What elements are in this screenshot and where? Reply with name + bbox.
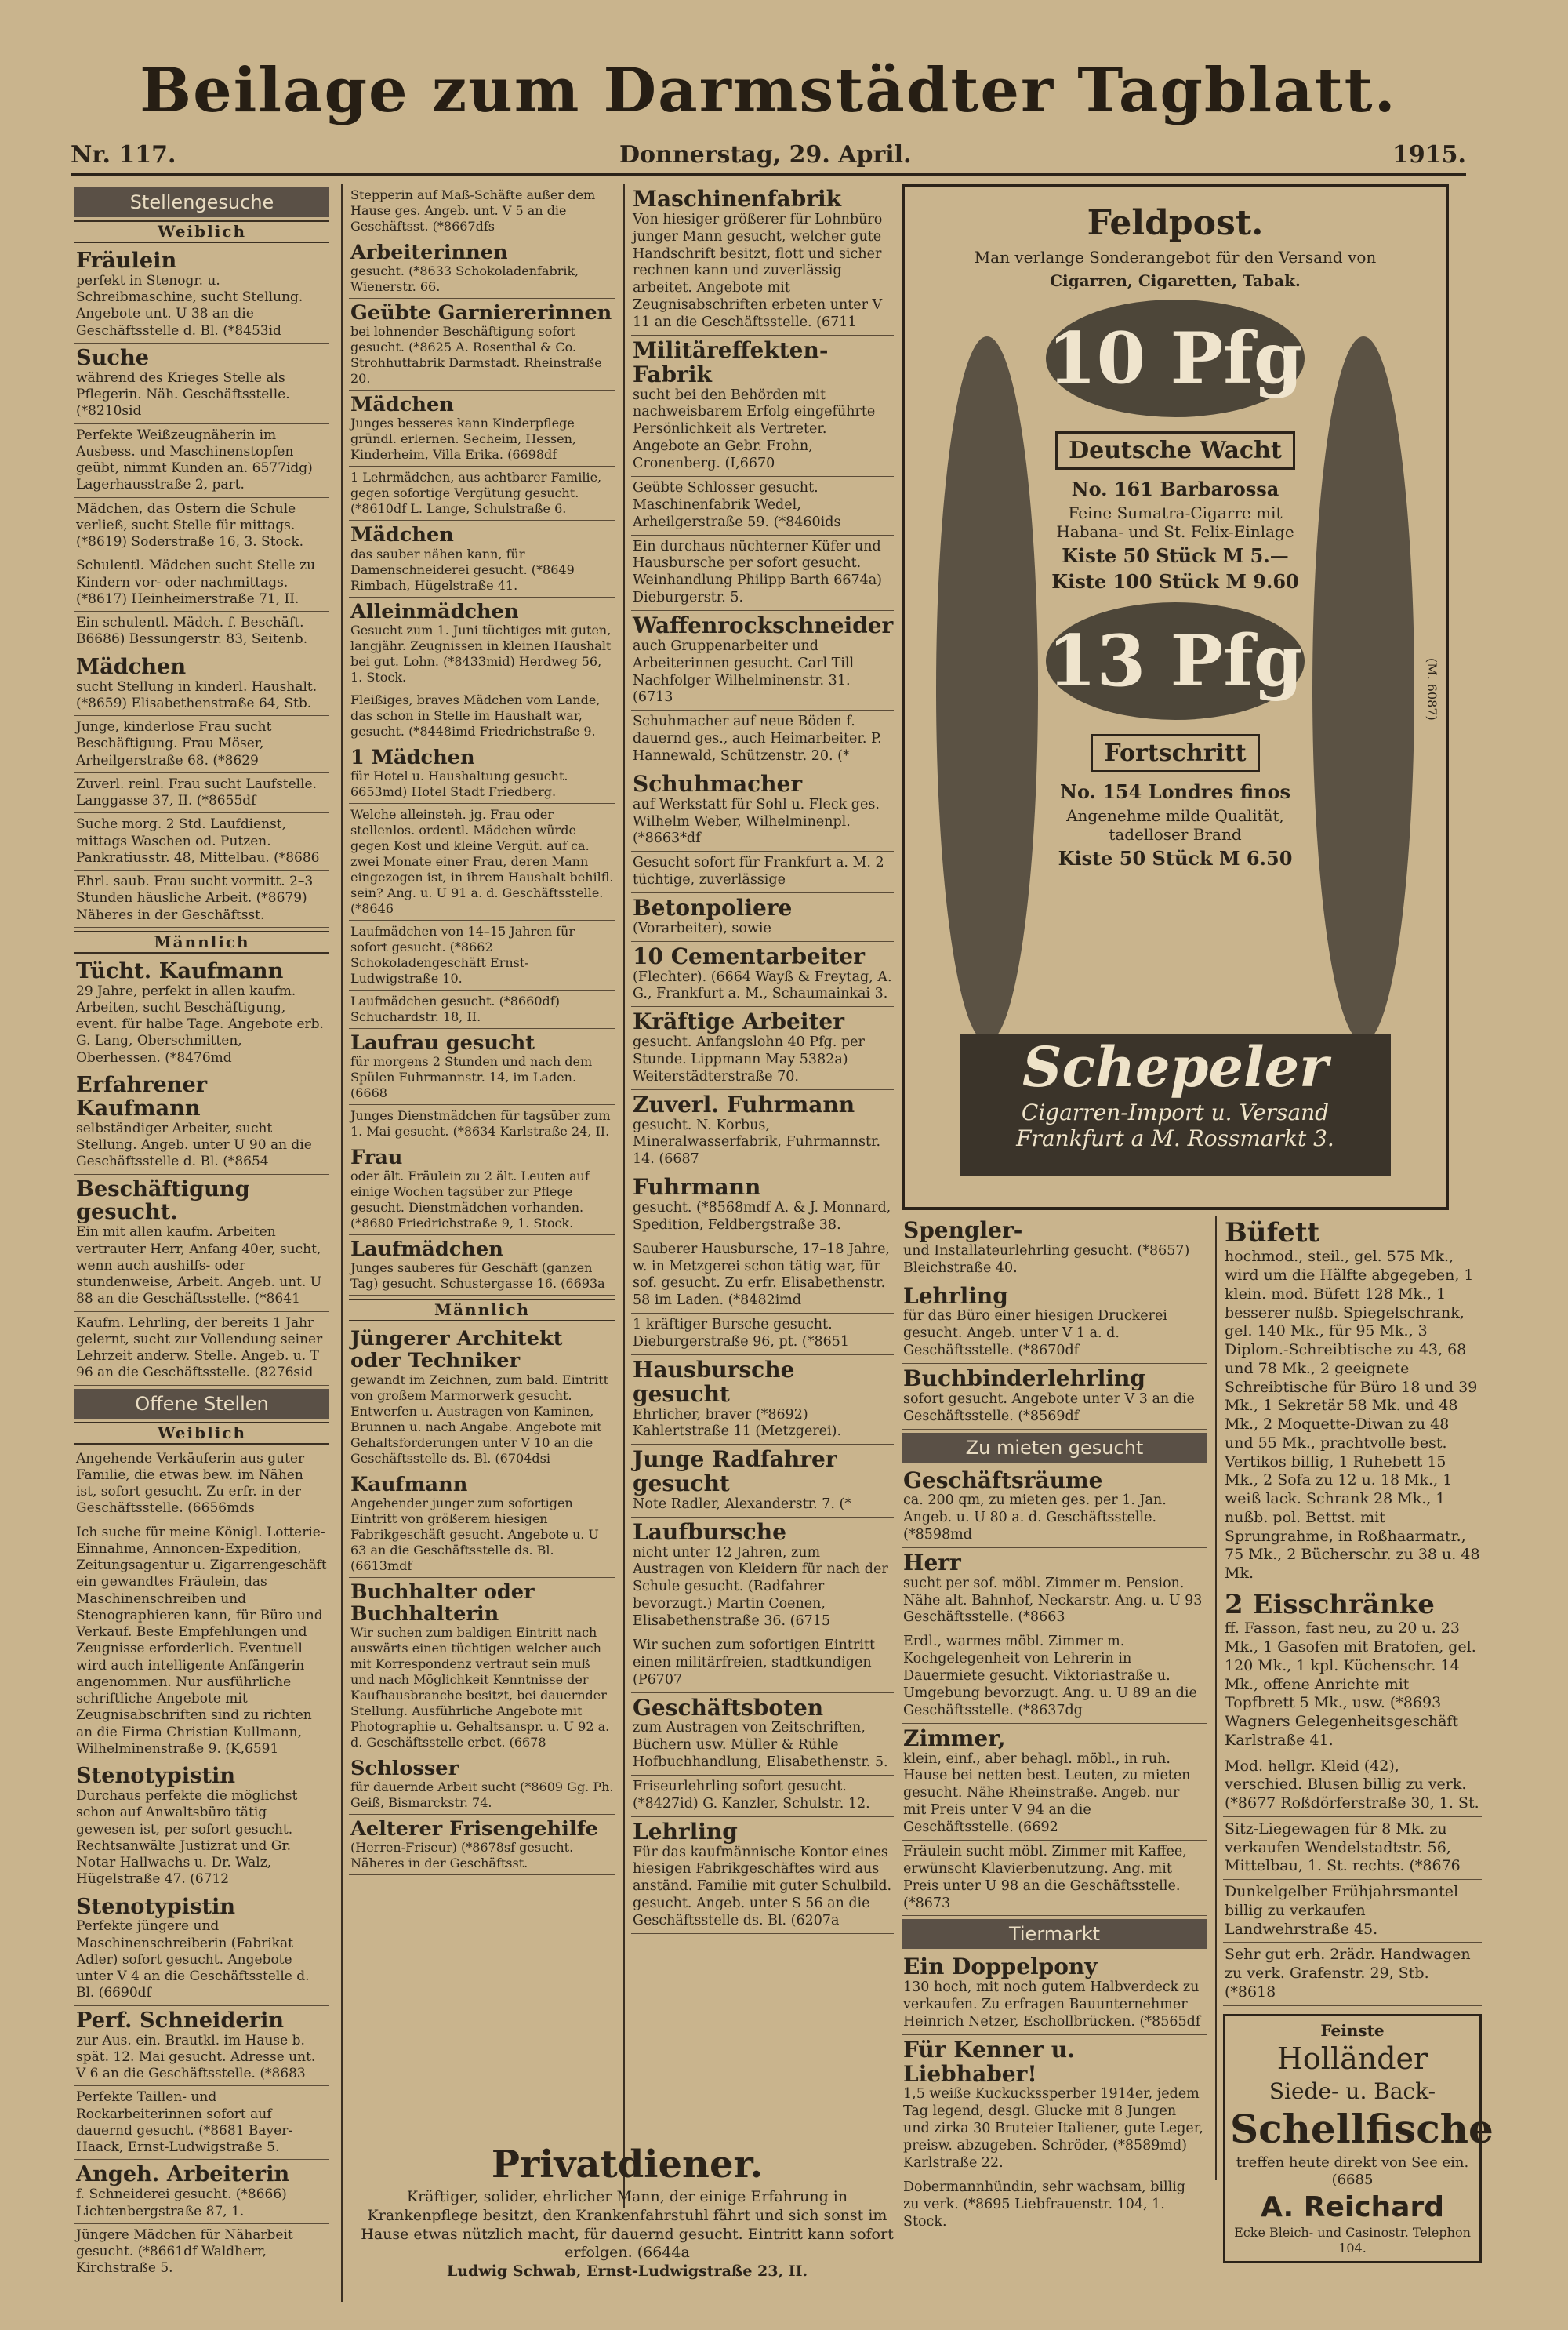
classified-ad — [74, 612, 329, 652]
classified-ad — [349, 921, 615, 991]
classified-ad — [631, 1172, 894, 1238]
ad-text: zur Aus. ein. Brautkl. im Hause b. spät. 12. Mai gesucht. Adresse unt. V 6 an die Geschäftsstelle. (*8683 — [76, 2032, 316, 2082]
issue-date: Donnerstag, 29. April. — [619, 141, 912, 169]
cigar-name: No. 154 Londres finos — [1060, 780, 1290, 803]
section-header: Zu mieten gesucht — [902, 1433, 1207, 1463]
ad-text: Dobermannhündin, sehr wachsam, billig zu verk. (*8695 Liebfrauenstr. 104, 1. Stock. — [903, 2179, 1186, 2230]
ad-heading: Schlosser — [350, 1756, 459, 1780]
classified-ad — [631, 536, 894, 612]
classified-ad — [902, 2176, 1207, 2235]
ad-heading: Spengler- — [903, 1217, 1023, 1243]
classified-ad — [74, 871, 329, 928]
classified-ad — [349, 1815, 615, 1875]
ad-heading: Schuhmacher — [633, 770, 803, 797]
classified-ad — [74, 424, 329, 498]
classified-ad — [74, 2224, 329, 2281]
dateline — [71, 141, 1466, 176]
ad-text: und Installateurlehrling gesucht. (*8657) Bleichstraße 40. — [903, 1242, 1190, 1276]
classified-ad — [1223, 1587, 1482, 1754]
classified-ad — [631, 1355, 894, 1445]
ad-text: sucht Stellung in kinderl. Haushalt. (*8659) Elisabethenstraße 64, Stb. — [76, 678, 318, 711]
ad-text: sofort gesucht. Angebote unter V 3 an die Geschäftsstelle. (*8569df — [903, 1390, 1195, 1424]
ad-heading: Angeh. Arbeiterin — [76, 2161, 290, 2187]
ad-text: Von hiesiger größerer für Lohnbüro junger Mann gesucht, welcher gute Handschrift besitzt, flott und sicher rechnen kann und zuverlässig arbeitet. Angebote mit Zeugnisabschriften erbeten unter V 11 an die Geschäftsstelle. (6711 — [633, 211, 883, 331]
ad-text: ca. 200 qm, zu mieten ges. per 1. Jan. Angeb. u. U 80 a. d. Geschäftsstelle. (*8598md — [903, 1492, 1167, 1543]
ad-heading: Hausbursche gesucht — [633, 1356, 795, 1407]
subsection-header: Weiblich — [74, 220, 329, 243]
ad-heading: Geschäftsboten — [633, 1694, 824, 1721]
price-line: Kiste 50 Stück M 6.50 — [1058, 847, 1293, 870]
classified-ad — [349, 1325, 615, 1470]
ad-text: 1 Lehrmädchen, aus achtbarer Familie, gegen sofortige Vergütung gesucht. (*8610df L. Lange, Schulstraße 6. — [350, 470, 602, 517]
ad-text: Kaufm. Lehrling, der bereits 1 Jahr gelernt, sucht zur Vollendung seiner Lehrzeit anderw. Stelle. Angeb. u. T 96 an die Geschäftsstelle. (8276sid — [76, 1314, 323, 1381]
classified-ad — [902, 1466, 1207, 1548]
ad-text: Schuhmacher auf neue Böden f. dauernd ges., auch Heimarbeiter. P. Hannewald, Schützenstr. 20. (* — [633, 714, 882, 765]
ad-heading: Betonpoliere — [633, 895, 793, 921]
ad-heading: Arbeiterinnen — [350, 241, 508, 264]
ad-heading: Privatdiener. — [491, 2143, 764, 2186]
feldpost-sub: Man verlange Sonderangebot für den Versand von — [974, 248, 1377, 267]
classified-ad — [349, 1105, 615, 1143]
ad-heading: Alleinmädchen — [350, 599, 519, 623]
classified-ad — [631, 1090, 894, 1172]
ad-text: Stepperin auf Maß-Schäfte außer dem Hause ges. Angeb. unt. V 5 an die Geschäftsst. (*8667dfs — [350, 187, 596, 234]
ad-heading: Büfett — [1225, 1217, 1320, 1249]
classified-ad — [349, 1029, 615, 1105]
classified-ad — [902, 2035, 1207, 2176]
classified-ad — [349, 521, 615, 597]
ad-heading: Aelterer Frisengehilfe — [350, 1817, 598, 1841]
classified-ad — [631, 1634, 894, 1693]
classified-ad — [74, 1448, 329, 1521]
ad-line: Ecke Bleich- und Casinostr. Telephon 104. — [1234, 2224, 1471, 2255]
classified-ad — [1223, 1216, 1482, 1587]
classified-ad — [902, 1952, 1207, 2034]
classified-ad — [74, 344, 329, 424]
ad-heading: Waffenrockschneider — [633, 612, 894, 639]
newspaper-page — [39, 31, 1537, 2306]
ad-heading: Lehrling — [903, 1282, 1008, 1309]
classified-ad — [74, 716, 329, 773]
ad-text: Friseurlehrling sofort gesucht. (*8427id) G. Kanzler, Schulstr. 12. — [633, 1779, 870, 1812]
classified-ad — [631, 1445, 894, 1517]
ad-text: Gesucht zum 1. Juni tüchtiges mit guten, langjähr. Zeugnissen in kleinen Haushalt bei gut. Lohn. (*8433mid) Herdweg 56, 1. Stock. — [350, 622, 612, 685]
column-stellengesuche — [74, 184, 329, 2281]
ad-text: Fräulein sucht möbl. Zimmer mit Kaffee, erwünscht Klavierbenutzung. Ang. mit Preis unter U 98 an die Geschäftsstelle. (*8673 — [903, 1843, 1187, 1911]
classified-ad — [74, 2086, 329, 2160]
price-line: Kiste 100 Stück M 9.60 — [1051, 570, 1299, 593]
classified-ad — [631, 1693, 894, 1776]
ad-text: gesucht. Anfangslohn 40 Pfg. per Stunde. Lippmann May 5382a) Weiterstädterstraße 70. — [633, 1034, 865, 1085]
ad-text: für das Büro einer hiesigen Druckerei gesucht. Angeb. unter V 1 a. d. Geschäftsstelle. (*8670df — [903, 1308, 1167, 1359]
ad-text: Dunkelgelber Frühjahrsmantel billig zu verkaufen Landwehrstraße 45. — [1225, 1883, 1459, 1938]
ad-text: Sehr gut erh. 2rädr. Handwagen zu verk. Grafenstr. 29, Stb. (*8618 — [1225, 1946, 1471, 2001]
classified-ad — [631, 336, 894, 477]
classified-ad — [349, 1754, 615, 1815]
ad-text: Fleißiges, braves Mädchen vom Lande, das schon in Stelle im Haushalt war, gesucht. (*8448imd Friedrichstraße 9. — [350, 692, 601, 739]
ad-text: oder ält. Fräulein zu 2 ält. Leuten auf einige Wochen tagsüber zur Pflege gesucht. Dienstmädchen vorhanden. (*8680 Friedrichstraße 9, 1. Stock. — [350, 1169, 590, 1231]
ad-text: selbständiger Arbeiter, sucht Stellung. Angeb. unter U 90 an die Geschäftsstelle d. Bl. (*8654 — [76, 1120, 312, 1170]
ad-text: Suche morg. 2 Std. Laufdienst, mittags Waschen od. Putzen. Pankratiusstr. 48, Mittelbau. (*8686 — [76, 816, 320, 866]
cigar-desc: Feine Sumatra-Cigarre mit Habana- und St. Felix-Einlage — [1056, 503, 1294, 541]
ad-text: sucht bei den Behörden mit nachweisbarem Erfolg eingeführte Persönlichkeit als Vertreter. Angebote an Gebr. Frohn, Cronenberg. (I,6670 — [633, 387, 876, 472]
classified-ad — [902, 1216, 1207, 1281]
schepeler-addr: Frankfurt a M. Rossmarkt 3. — [1016, 1125, 1334, 1151]
ad-text: Angehender junger zum sofortigen Eintritt von größerem hiesigen Fabrikgeschäft gesucht. Angebote u. U 63 an die Geschäftsstelle ds. Bl. (6613mdf — [350, 1495, 599, 1573]
ad-heading: Jüngerer Architekt oder Techniker — [350, 1327, 563, 1373]
ad-text: perfekt in Stenogr. u. Schreibmaschine, sucht Stellung. Angebote unt. U 38 an die Geschäftsstelle d. Bl. (*8453id — [76, 272, 303, 339]
subsection-header: Weiblich — [74, 1422, 329, 1445]
schepeler-banner — [960, 1034, 1391, 1176]
column-rule — [623, 184, 625, 2208]
classified-ad — [1223, 1817, 1482, 1880]
ad-heading: Für Kenner u. Liebhaber! — [903, 2036, 1075, 2087]
classified-ad — [74, 813, 329, 871]
ad-text: Welche alleinsteh. jg. Frau oder stellenlos. ordentl. Mädchen würde gegen Kost und kleine Vergüt. auf ca. zwei Monate einer Frau, deren Mann eingezogen ist, in ihrem Haushalt behilfl. sein? Ang. u. U 91 a. d. Geschäftsstelle. (*8646 — [350, 806, 614, 916]
ad-text: Mädchen, das Ostern die Schule verließ, sucht Stelle für mittags. (*8619) Soderstraße 16, 3. Stock. — [76, 500, 304, 551]
ad-text: das sauber nähen kann, für Damenschneiderei gesucht. (*8649 Rimbach, Hügelstraße 41. — [350, 546, 575, 593]
ad-heading: Herr — [903, 1549, 961, 1576]
classified-ad — [74, 246, 329, 344]
ad-text: Perfekte Weißzeugnäherin im Ausbess. und Maschinenstopfen geübt, nimmt Kunden an. 6577idg) Lagerhausstraße 2, part. — [76, 427, 313, 493]
subsection-header: Männlich — [74, 931, 329, 954]
ad-heading: Mädchen — [350, 393, 454, 417]
ad-heading: Lehrling — [633, 1818, 738, 1845]
ad-text: gewandt im Zeichnen, zum bald. Eintritt von großem Marmorwerk gesucht. Entwerfen u. Austragen von Kaminen, Brunnen u. nach Angabe. Angebote mit Gehaltsforderungen unter V 10 an die Geschäftsstelle ds. Bl. (6704dsi — [350, 1372, 609, 1466]
ad-heading: Militäreffekten-Fabrik — [633, 336, 829, 387]
classified-ad — [349, 991, 615, 1029]
subsection-header: Männlich — [349, 1299, 615, 1321]
classified-ad — [349, 238, 615, 299]
ad-text: nicht unter 12 Jahren, zum Austragen von Kleidern für nach der Schule gesucht. (Radfahrer bevorzugt.) Martin Coenen, Elisabethenstraße 36. (6715 — [633, 1544, 888, 1630]
ad-heading: Geübte Garniererinnen — [350, 301, 612, 325]
section-header: Offene Stellen — [74, 1389, 329, 1419]
classified-ad — [74, 1175, 329, 1312]
schepeler-addr: Cigarren-Import u. Versand — [1021, 1100, 1330, 1125]
ad-text: 29 Jahre, perfekt in allen kaufm. Arbeiten, sucht Beschäftigung, event. für halbe Tage. Angebote erb. G. Lang, Oberschmitten, Oberhessen. (*8476md — [76, 983, 324, 1066]
ad-heading: Laufmädchen — [350, 1238, 503, 1262]
feldpost-sub2: Cigarren, Cigaretten, Tabak. — [1050, 271, 1301, 290]
ad-text: Note Radler, Alexanderstr. 7. (* — [633, 1496, 852, 1512]
column-2 — [349, 184, 615, 1875]
ad-text: 130 hoch, mit noch gutem Halbverdeck zu verkaufen. Zu erfragen Bauunternehmer Heinrich Netzer, Eschollbrücken. (*8565df — [903, 1979, 1201, 2030]
ad-heading: Kräftige Arbeiter — [633, 1009, 844, 1035]
masthead-title: Beilage zum Darmstädter Tagblatt. — [140, 55, 1397, 126]
privatdiener-ad — [353, 2141, 902, 2281]
ad-heading: 10 Cementarbeiter — [633, 943, 865, 969]
classified-ad — [1223, 1943, 1482, 2005]
ad-text: Zuverl. reinl. Frau sucht Laufstelle. Langgasse 37, II. (*8655df — [76, 776, 318, 809]
ad-text: Sitz-Liegewagen für 8 Mk. zu verkaufen Wendelstadtstr. 56, Mittelbau, 1. St. rechts. (*8676 — [1225, 1819, 1461, 1875]
classified-ad — [349, 804, 615, 921]
classified-ad — [74, 1521, 329, 1762]
classified-ad — [902, 1281, 1207, 1364]
feldpost-title: Feldpost. — [1087, 203, 1264, 243]
ad-heading: Fuhrmann — [633, 1174, 761, 1201]
ad-text: Ich suche für meine Königl. Lotterie-Einnahme, Annoncen-Expedition, Zeitungsagentur u. Zigarrengeschäft ein gewandtes Fräulein, das Maschinenschreiben und Stenographieren kann, für Büro und Verkauf. Beste Empfehlungen und Zeugnisse erforderlich. Eventuell wird auch intelligente Anfängerin angenommen. Nur ausführliche schriftliche Angebote mit Zeugnisabschriften sind zu richten an die Firma Christian Kullmann, Wilhelminenstraße 9. (K,6591 — [76, 1524, 327, 1757]
ad-text: Junges sauberes für Geschäft (ganzen Tag) gesucht. Schustergasse 16. (6693a — [350, 1260, 605, 1292]
ad-text: Laufmädchen von 14–15 Jahren für sofort gesucht. (*8662 Schokoladengeschäft Ernst-Ludwigstraße 10. — [350, 923, 575, 986]
classified-ad — [1223, 1880, 1482, 1943]
ad-text: Sauberer Hausbursche, 17–18 Jahre, w. in Metzgerei schon tätig war, für sof. gesucht. Zu erfr. Elisabethenstr. 58 im Laden. (*8482imd — [633, 1241, 891, 1309]
column-rule — [1215, 1216, 1217, 2180]
ad-text: Junge, kinderlose Frau sucht Beschäftigung. Frau Möser, Arheilgerstraße 68. (*8629 — [76, 719, 272, 769]
ad-text: Perfekte Taillen- und Rockarbeiterinnen sofort auf dauernd gesucht. (*8681 Bayer-Haack, Ernst-Ludwigstraße 5. — [76, 2089, 293, 2156]
ad-text: Erdl., warmes möbl. Zimmer m. Kochgelegenheit von Lehrerin in Dauermiete gesucht. Viktoriastraße u. Umgebung bevorzugt. Ang. u. U 89 an die Geschäftsstelle. (*8637dg — [903, 1634, 1197, 1718]
ad-text: Junges besseres kann Kinderpflege gründl. erlernen. Secheim, Hessen, Kinderheim, Villa Erika. (6698df — [350, 416, 576, 463]
ad-text: 1 kräftiger Bursche gesucht. Dieburgerstraße 96, pt. (*8651 — [633, 1317, 850, 1350]
ad-text: klein, einf., aber behagl. möbl., in ruh. Hause bei netten best. Leuten, zu mieten gesucht. Nähe Rheinstraße. Angeb. nur mit Preis unter V 94 an die Geschäftsstelle. (6692 — [903, 1750, 1191, 1836]
cigar-right-image — [1312, 336, 1414, 1042]
ad-heading: Perf. Schneiderin — [76, 2007, 285, 2033]
classified-ad — [74, 957, 329, 1070]
cigar-desc: Angenehme milde Qualität, tadelloser Brand — [1066, 806, 1284, 844]
ad-text: Ein mit allen kaufm. Arbeiten vertrauter Herr, Anfang 40er, sucht, wenn auch aushilfs- oder stundenweise, Arbeit. Angeb. unt. U 88 an die Geschäftsstelle. (*8641 — [76, 1224, 322, 1307]
ad-heading: Stenotypistin — [76, 1763, 236, 1789]
classified-ad — [902, 1364, 1207, 1430]
ad-line: Holländer — [1276, 2041, 1428, 2076]
ad-text: zum Austragen von Zeitschriften, Büchern usw. Müller & Rühle Hofbuchhandlung, Elisabethenstr. 5. — [633, 1720, 888, 1771]
ad-text: Perfekte jüngere und Maschinenschreiberin (Fabrikat Adler) sofort gesucht. Angebote unter V 4 an die Geschäftsstelle d. Bl. (6690df — [76, 1918, 310, 2001]
column-5 — [1223, 1216, 1494, 2263]
classified-ad — [631, 1518, 894, 1634]
ad-text: auf Werkstatt für Sohl u. Fleck ges. Wilhelm Weber, Wilhelminenpl. (*8663*df — [633, 796, 880, 847]
classified-ad — [74, 652, 329, 716]
classified-ad — [349, 299, 615, 391]
ad-heading: Ein Doppelpony — [903, 1954, 1098, 1980]
ad-text: f. Schneiderei gesucht. (*8666) Lichtenbergstraße 87, 1. — [76, 2186, 287, 2219]
section-header: Tiermarkt — [902, 1919, 1207, 1949]
classified-ad — [74, 1761, 329, 1892]
brand-fortschritt: Fortschritt — [1091, 734, 1259, 772]
classified-ad — [74, 498, 329, 555]
classified-ad — [349, 743, 615, 804]
section-header: Stellengesuche — [74, 187, 329, 217]
ad-line: Siede- u. Back- — [1269, 2078, 1436, 2105]
ad-line: A. Reichard — [1261, 2190, 1444, 2223]
ad-text: ff. Fasson, fast neu, zu 20 u. 23 Mk., 1 Gasofen mit Bratofen, gel. 120 Mk., 1 kpl. Küchenschr. 14 Mk., offene Anrichte mit Topfbrett 5 Mk., usw. (*8693 Wagners Gelegenheitsgeschäft Karlstraße 41. — [1225, 1619, 1476, 1749]
ad-heading: Junge Radfahrer gesucht — [633, 1446, 837, 1497]
classified-ad — [349, 391, 615, 467]
ad-heading: Geschäftsräume — [903, 1467, 1103, 1493]
ad-heading: Mädchen — [76, 653, 187, 679]
classified-ad — [631, 1007, 894, 1089]
classified-ad — [74, 1892, 329, 2006]
ad-signature: Ludwig Schwab, Ernst-Ludwigstraße 23, II. — [446, 2263, 808, 2280]
ad-text: bei lohnender Beschäftigung sofort gesucht. (*8625 A. Rosenthal & Co. Strohhutfabrik Darmstadt. Rheinstraße 20. — [350, 324, 602, 387]
ad-heading: Erfahrener Kaufmann — [76, 1071, 208, 1121]
ad-text: 1,5 weiße Kuckuckssperber 1914er, jedem Tag legend, desgl. Glucke mit 8 Jungen und zirka 30 Bruteier Italiener, gute Leger, preisw. abzugeben. Schröder, (*8589md) Karlstraße 22. — [903, 2086, 1203, 2171]
classified-ad — [349, 1143, 615, 1235]
ad-text: sucht per sof. möbl. Zimmer m. Pension. Nähe alt. Bahnhof, Neckarstr. Ang. u. U 93 Geschäftsstelle. (*8663 — [903, 1575, 1203, 1626]
column-3 — [631, 184, 894, 1934]
classified-ad — [349, 1578, 615, 1754]
ad-heading: Zimmer, — [903, 1725, 1006, 1751]
classified-ad — [631, 611, 894, 711]
ad-text: Ehrlicher, braver (*8692) Kahlertstraße 11 (Metzgerei). — [633, 1406, 842, 1440]
ad-text: (Flechter). (6664 Wayß & Freytag, A. G., Frankfurt a. M., Schaumainkai 3. — [633, 969, 892, 1002]
price-line: Kiste 50 Stück M 5.— — [1062, 544, 1289, 567]
classified-ad — [74, 1312, 329, 1386]
ad-text: Kräftiger, solider, ehrlicher Mann, der einige Erfahrung in Krankenpflege besitzt, den Krankenfahrstuhl fährt und sich sonst im Hause etwas nützlich macht, für dauernd gesucht. Eintritt kann sofort erfolgen. (6644a — [361, 2188, 894, 2262]
classified-ad — [349, 1235, 615, 1296]
ad-heading: Zuverl. Fuhrmann — [633, 1091, 855, 1118]
ad-text: auch Gruppenarbeiter und Arbeiterinnen gesucht. Carl Till Nachfolger Wilhelminenstr. 31. (6713 — [633, 638, 855, 706]
schepeler-logo: Schepeler — [1022, 1034, 1329, 1100]
classified-ad — [631, 1238, 894, 1314]
classified-ad — [631, 711, 894, 769]
ad-text: Schulentl. Mädchen sucht Stelle zu Kindern vor- oder nachmittags. (*8617) Heinheimerstraße 71, II. — [76, 558, 316, 607]
ad-text: Wir suchen zum sofortigen Eintritt einen militärfreien, stadtkundigen (P6707 — [633, 1637, 875, 1688]
ad-heading: 2 Eisschränke — [1225, 1588, 1435, 1620]
ad-text: Ein durchaus nüchterner Küfer und Hausbursche per sofort gesucht. Weinhandlung Philipp Barth 6674a) Dieburgerstr. 5. — [633, 538, 882, 606]
ad-heading: Stenotypistin — [76, 1893, 236, 1919]
ad-heading: Kaufmann — [350, 1472, 468, 1496]
ad-heading: Mädchen — [350, 523, 454, 547]
issue-year: 1915. — [1392, 141, 1466, 169]
ad-text: während des Krieges Stelle als Pflegerin. Näh. Geschäftsstelle. (*8210sid — [76, 369, 290, 420]
classified-ad — [631, 184, 894, 336]
classified-ad — [631, 1314, 894, 1355]
classified-ad — [349, 184, 615, 238]
classified-ad — [631, 769, 894, 852]
ad-heading: Frau — [350, 1145, 403, 1169]
classified-ad — [349, 598, 615, 689]
classified-ad — [74, 2006, 329, 2087]
cigar-left-image — [936, 336, 1038, 1042]
ad-heading: Laufbursche — [633, 1518, 786, 1545]
ad-text: Für das kaufmännische Kontor eines hiesigen Fabrikgeschäftes wird aus anständ. Familie mit guter Schulbild. gesucht. Angeb. unter S 56 an die Geschäftsstelle ds. Bl. (6207a — [633, 1844, 892, 1929]
ad-text: Jüngere Mädchen für Näharbeit gesucht. (*8661df Waldherr, Kirchstraße 5. — [76, 2226, 293, 2277]
classified-ad — [349, 467, 615, 521]
ad-heading: Buchhalter oder Buchhalterin — [350, 1579, 535, 1626]
ad-text: hochmod., steil., gel. 575 Mk., wird um die Hälfte abgegeben, 1 klein. mod. Büfett 128 Mk., 1 besserer nußb. Spiegelschrank, gel. 140 Mk., für 95 Mk., 3 Diplom.-Schreibtische zu 43, 68 und 78 Mk., 2 geeignete Schreibtische für Büro 18 und 39 Mk., 1 Sekretär 58 Mk. und 48 Mk., 2 Moquette-Diwan zu 48 und 55 Mk., prachtvolle best. Vertikos billig, 1 Ruhebett 15 Mk., 2 Sofa zu 12 u. 18 Mk., 1 weiß lack. Schrank 28 Mk., 1 nußb. pol. Bettst. mit Sprungrahme, in Roßhaarmatr., 75 Mk., 2 Bücherschr. zu 38 u. 48 Mk. — [1225, 1248, 1480, 1583]
ad-text: für dauernde Arbeit sucht (*8609 Gg. Ph. Geiß, Bismarckstr. 74. — [350, 1779, 614, 1811]
ad-text: Angehende Verkäuferin aus guter Familie, die etwas bew. im Nähen ist, sofort gesucht. Zu erfr. in der Geschäftsstelle. (6656mds — [76, 1450, 305, 1517]
classified-ad — [631, 477, 894, 536]
ad-text: Wir suchen zum baldigen Eintritt nach auswärts einen tüchtigen welcher auch mit Korrespondenz vertraut sein muß und nach Möglichkeit Kenntnisse der Kaufhausbranche besitzt, bei dauernder Stellung. Ausführliche Angebote mit Photographie u. Gehaltsanspr. u. U 92 a. d. Geschäftsstelle erbet. (6678 — [350, 1624, 610, 1750]
ad-line: Schellfische — [1230, 2106, 1494, 2153]
classified-ad — [631, 1776, 894, 1817]
ad-heading: Fräulein — [76, 248, 177, 273]
ad-code: (M. 6087) — [1425, 658, 1439, 721]
ad-line: Feinste — [1320, 2020, 1385, 2040]
price-badge-13: 13 Pfg — [1046, 602, 1305, 720]
brand-deutsche-wacht: Deutsche Wacht — [1055, 431, 1295, 470]
column-rule — [341, 184, 343, 2302]
ad-text: gesucht. (*8633 Schokoladenfabrik, Wienerstr. 66. — [350, 264, 579, 295]
ad-text: Ehrl. saub. Frau sucht vormitt. 2–3 Stunden häusliche Arbeit. (*8679) Näheres in der Geschäftsst. — [76, 874, 314, 923]
classified-ad — [631, 893, 894, 942]
column-4 — [902, 1216, 1207, 2234]
ad-text: Gesucht sofort für Frankfurt a. M. 2 tüchtige, zuverlässige — [633, 855, 884, 889]
classified-ad — [74, 773, 329, 814]
ad-heading: 1 Mädchen — [350, 745, 475, 769]
classified-ad — [631, 1817, 894, 1934]
ad-text: gesucht. (*8568mdf A. & J. Monnard, Spedition, Feldbergstraße 38. — [633, 1199, 891, 1233]
classified-ad — [74, 554, 329, 612]
classified-ad — [902, 1841, 1207, 1917]
price-badge-10: 10 Pfg — [1046, 300, 1305, 417]
ad-text: Geübte Schlosser gesucht. Maschinenfabrik Wedel, Arheilgerstraße 59. (*8460ids — [633, 479, 841, 530]
classified-ad — [631, 852, 894, 893]
ad-text: (Vorarbeiter), sowie — [633, 920, 771, 936]
ad-heading: Buchbinderlehrling — [903, 1365, 1145, 1391]
ad-text: für morgens 2 Stunden und nach dem Spülen Fuhrmannstr. 14, im Laden. (6668 — [350, 1053, 593, 1100]
classified-ad — [902, 1630, 1207, 1723]
cigar-name: No. 161 Barbarossa — [1071, 478, 1279, 500]
classified-ad — [902, 1724, 1207, 1841]
classified-ad — [74, 2160, 329, 2223]
issue-number: Nr. 117. — [71, 141, 176, 169]
feldpost-ad — [902, 184, 1449, 1210]
schellfisch-ad — [1223, 2014, 1494, 2263]
ad-text: Laufmädchen gesucht. (*8660df) Schuchardstr. 18, II. — [350, 993, 560, 1024]
classified-ad — [349, 1470, 615, 1578]
ad-heading: Tücht. Kaufmann — [76, 958, 284, 983]
ad-heading: Suche — [76, 344, 150, 370]
ad-text: (Herren-Friseur) (*8678sf gesucht. Näheres in der Geschäftsst. — [350, 1840, 574, 1871]
ad-text: Mod. hellgr. Kleid (42), verschied. Blusen billig zu verk. (*8677 Roßdörferstraße 30, 1. St. — [1225, 1757, 1479, 1812]
ad-text: gesucht. N. Korbus, Mineralwasserfabrik, Fuhrmannstr. 14. (6687 — [633, 1117, 881, 1168]
classified-ad — [1223, 1754, 1482, 1817]
classified-ad — [631, 942, 894, 1008]
ad-heading: Beschäftigung gesucht. — [76, 1176, 250, 1225]
ad-heading: Laufrau gesucht — [350, 1031, 535, 1055]
ad-text: Durchaus perfekte die möglichst schon auf Anwaltsbüro tätig gewesen ist, per sofort gesucht. Rechtsanwälte Justizrat und Gr. Notar Hallwachs u. Dr. Walz, Hügelstraße 47. (6712 — [76, 1788, 298, 1888]
ad-text: Junges Dienstmädchen für tagsüber zum 1. Mai gesucht. (*8634 Karlstraße 24, II. — [350, 1107, 611, 1139]
classified-ad — [349, 689, 615, 743]
ad-heading: Maschinenfabrik — [633, 186, 842, 212]
classified-ad — [74, 1070, 329, 1175]
ad-line: treffen heute direkt von See ein. (6685 — [1236, 2154, 1469, 2189]
ad-text: für Hotel u. Haushaltung gesucht. 6653md) Hotel Stadt Friedberg. — [350, 768, 568, 799]
classified-ad — [902, 1548, 1207, 1630]
ad-text: Ein schulentl. Mädch. f. Beschäft. B6686) Bessungerstr. 83, Seitenb. — [76, 615, 308, 648]
